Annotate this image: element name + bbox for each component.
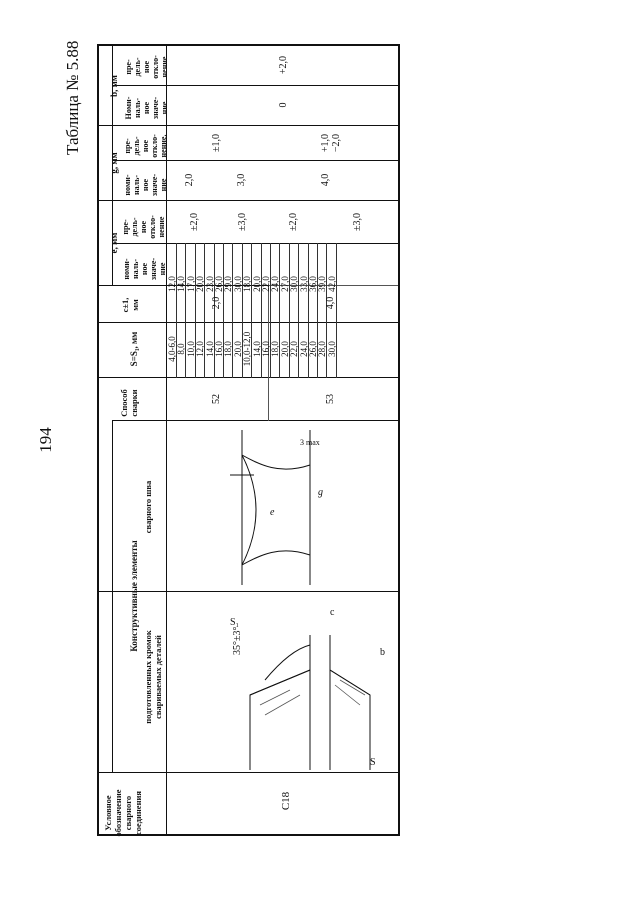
g-label: g [318,487,323,498]
thickness-cell: 4,0-6,0 [167,336,177,362]
e-nominal-cell: 26,0 [214,276,224,292]
e-nominal-cell: 20,0 [195,276,206,292]
thickness-cell: 18,0 [270,341,281,357]
header-constructive: Конструктивные элементы [129,540,139,652]
e-dev-53a: ±2,0 [288,213,299,231]
e-nominal-cell: 33,0 [298,276,309,292]
e-nominal-cell: 23,0 [204,276,215,292]
header-g-deviation: пре- дель- ное откло- нение. [123,134,168,158]
thickness-cell: 20,0 [232,341,243,357]
thickness-cell: 12,0 [195,341,206,357]
e-nominal-cell: 30,0 [289,276,300,292]
header-e-nominal: номи- наль- ное значе- ние [122,257,167,281]
header-b-nominal: Номи- наль- ное значе- ние [124,96,169,120]
thickness-cell: 18,0 [223,341,234,357]
b-label: b [380,647,385,658]
c-value-52: 2,0 [211,296,222,310]
e-nominal-cell: 12,0 [167,276,177,292]
thickness-cell: 28,0 [317,341,328,357]
thickness-cell: 10,0 [185,341,196,357]
e-nominal-cell: 36,0 [308,276,318,292]
header-designation: Условное обозначение сварного соединения [103,789,143,837]
header-g-nominal: номи- наль- ное значе- ние [123,173,168,197]
s1-label: S₁ [230,617,240,628]
g-nominal-52b: 3,0 [236,173,247,187]
thickness-cell: 30,0 [326,341,337,357]
e-nominal-cell: 39,0 [317,276,328,292]
thickness-cell: 24,0 [298,341,309,357]
header-c: c±1, мм [120,297,140,313]
max-label: 3 max [300,438,320,447]
g-nominal-52a: 2,0 [184,173,195,187]
header-prepared-edges: подготовленных кромок свариваемых деталей [143,630,163,724]
weld-drawing [230,425,326,590]
method-53: 53 [325,394,336,404]
thickness-cell: 8,0 [176,343,187,355]
e-label: e [270,507,275,518]
thickness-cell: 16,0 [214,341,224,357]
g-dev-52: ±1,0 [211,134,222,152]
thickness-cell: 26,0 [308,341,318,357]
thickness-cell: 14,0 [204,341,215,357]
g-dev-53: +1,0 −2,0 [320,133,342,153]
header-e-group: e, мм [109,232,119,254]
e-nominal-cell: 24,0 [270,276,281,292]
c-label: c [330,607,335,618]
e-nominal-cell: 18,0 [242,276,253,292]
header-b-deviation: пре- дель- ное откло- нение [124,55,169,79]
header-thickness: S=S₁, мм [129,331,139,367]
e-nominal-cell: 20,0 [251,276,262,292]
thickness-cell: 20,0 [279,341,290,357]
e-nominal-cell: 14,0 [176,276,187,292]
method-52: 52 [211,394,222,404]
g-nominal-53: 4,0 [320,173,331,187]
header-e-deviation: пре- дель- ное откло- нение [121,215,166,239]
b-nominal: 0 [278,102,289,108]
e-nominal-cell: 27,0 [279,276,290,292]
designation-value: С18 [280,791,292,811]
page-number: 194 [36,427,55,453]
e-dev-52a: ±2,0 [189,213,200,231]
e-nominal-cell: 30,0 [232,276,243,292]
c-value-53: 4,0 [325,296,336,310]
header-weld: сварного шва [143,480,153,534]
s-label: S [370,757,376,768]
header-b-group: b, мм [109,75,119,97]
table-title: Таблица № 5.88 [63,40,82,155]
header-g-group: g, мм [109,152,119,174]
e-nominal-cell: 42,0 [326,276,337,292]
e-dev-53b: ±3,0 [352,213,363,231]
e-nominal-cell: 29,0 [223,276,234,292]
thickness-cell: 14,0 [251,341,262,357]
thickness-cell: 10,0-12,0 [242,331,253,367]
e-nominal-cell: 17,0 [185,276,196,292]
b-deviation: +2,0 [278,55,289,75]
angle-label: 35°±3° [232,626,243,655]
edge-preparation-drawing [170,595,396,770]
header-method: Способ сварки [119,389,139,417]
e-nominal-cell: 22,0 [261,276,271,292]
e-dev-52b: ±3,0 [237,213,248,231]
thickness-cell: 16,0 [261,341,271,357]
thickness-cell: 22,0 [289,341,300,357]
